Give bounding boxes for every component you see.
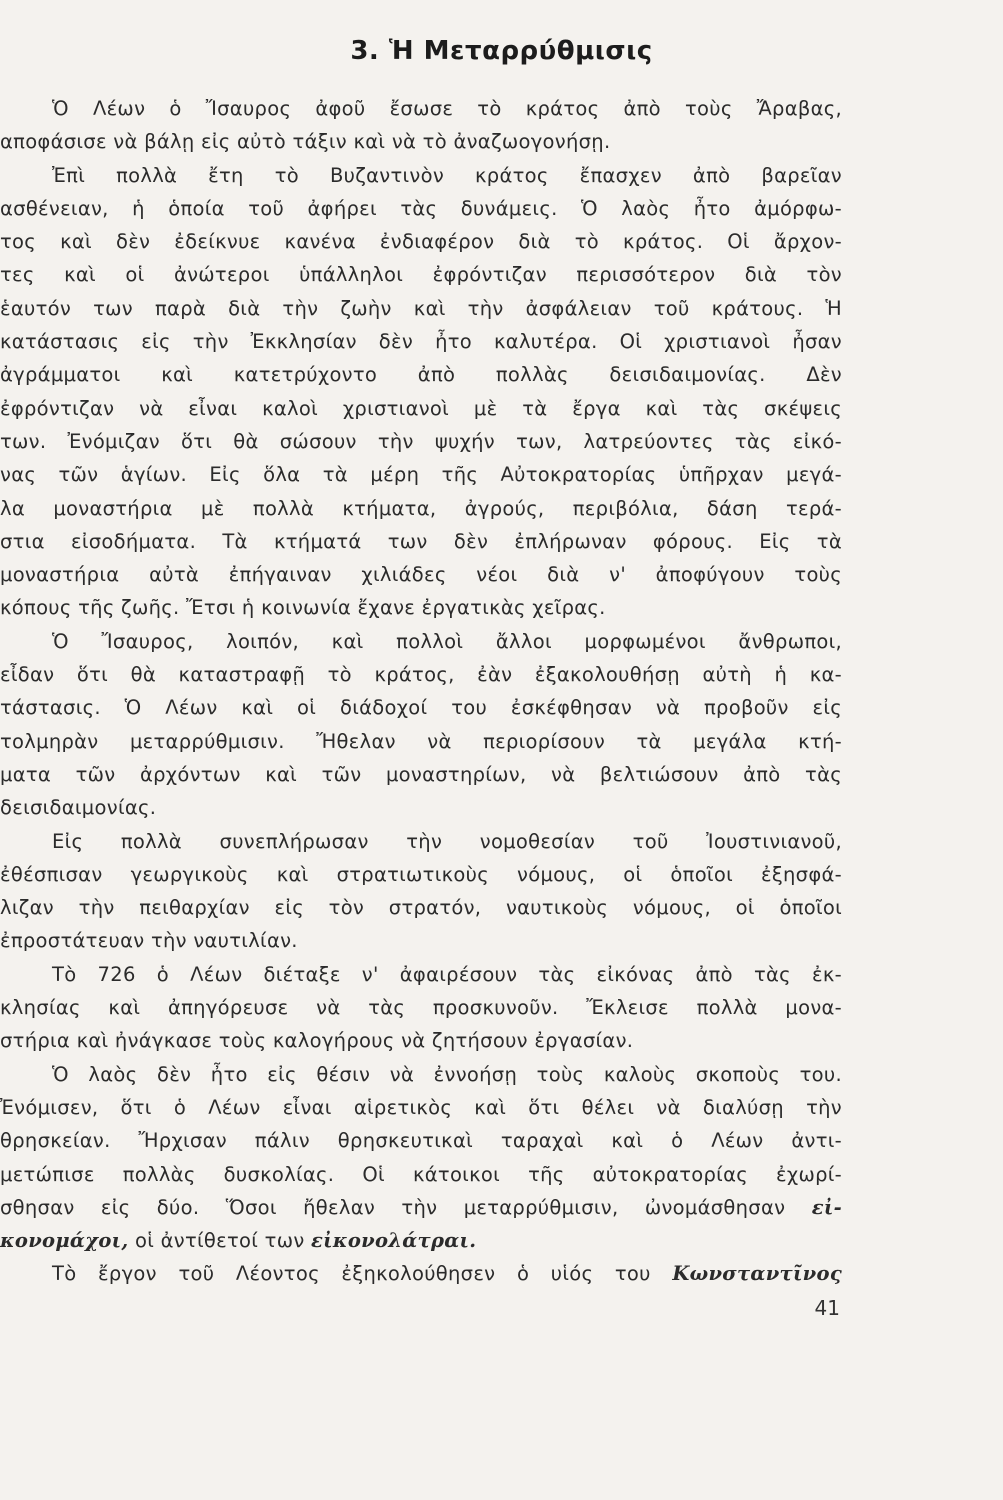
text-line <box>0 558 842 591</box>
text-line <box>0 258 842 291</box>
line-text: ματα τῶν ἀρχόντων καὶ τῶν μοναστηρίων, νὰ βελτιώσουν ἀπὸ τὰς <box>0 762 842 786</box>
text-line <box>0 725 842 758</box>
line-text: δεισιδαιμονίας. <box>0 796 157 820</box>
line-text: ἐφρόντιζαν νὰ εἶναι καλοὶ χριστιανοὶ μὲ τὰ ἔργα καὶ τὰς σκέψεις <box>0 396 842 420</box>
line-text: αποφάσισε νὰ βάλῃ εἰς αὐτὸ τάξιν καὶ νὰ τὸ ἀναζωογονήσῃ. <box>0 130 611 154</box>
line-text: νας τῶν ἁγίων. Εἰς ὅλα τὰ μέρη τῆς Αὐτοκρατορίας ὑπῆρχαν μεγά- <box>0 463 842 487</box>
text-line <box>0 225 842 258</box>
text-line <box>0 924 842 957</box>
text-line <box>0 658 842 691</box>
text-line <box>0 958 842 991</box>
text-line <box>0 92 842 125</box>
text-line <box>0 891 842 924</box>
line-text: κόπους τῆς ζωῆς. Ἔτσι ἡ κοινωνία ἔχανε ἐργατικὰς χεῖρας. <box>0 596 606 620</box>
line-text: τάστασις. Ὁ Λέων καὶ οἱ διάδοχοί του ἐσκέφθησαν νὰ προβοῦν εἰς <box>0 696 842 720</box>
text-line <box>0 858 842 891</box>
text-line <box>0 392 842 425</box>
section-heading: 3. Ἡ Μεταρρύθμισις <box>350 36 653 66</box>
text-line <box>0 192 842 225</box>
text-line <box>0 758 842 791</box>
line-text: των. Ἐνόμιζαν ὅτι θὰ σώσουν τὴν ψυχήν των, λατρεύοντες τὰς εἰκό- <box>0 429 842 453</box>
text-line <box>0 1024 842 1057</box>
line-text: Ἐπὶ πολλὰ ἔτη τὸ Βυζαντινὸν κράτος ἔπασχεν ἀπὸ βαρεῖαν <box>52 163 842 187</box>
emphasized-term: κονομάχοι, <box>0 1229 129 1253</box>
body-text <box>0 92 842 1291</box>
line-text: τολμηρὰν μεταρρύθμισιν. Ἤθελαν νὰ περιορίσουν τὰ μεγάλα κτή- <box>0 729 842 753</box>
line-text: ἐπροστάτευαν τὴν ναυτιλίαν. <box>0 929 298 953</box>
line-text: ἀγράμματοι καὶ κατετρύχοντο ἀπὸ πολλὰς δεισιδαιμονίας. Δὲν <box>0 363 842 387</box>
line-text: κατάστασις εἰς τὴν Ἐκκλησίαν δὲν ἦτο καλυτέρα. Οἱ χριστιανοὶ ἦσαν <box>0 330 842 354</box>
text-line <box>0 825 842 858</box>
emphasized-term: εἰκονολάτραι. <box>311 1229 477 1253</box>
text-line <box>0 1091 842 1124</box>
line-text: τες καὶ οἱ ἀνώτεροι ὑπάλληλοι ἐφρόντιζαν περισσότερον διὰ τὸν <box>0 263 842 287</box>
line-text: λα μοναστήρια μὲ πολλὰ κτήματα, ἀγρούς, περιβόλια, δάση τερά- <box>0 496 842 520</box>
line-text: Τὸ 726 ὁ Λέων διέταξε ν' ἀφαιρέσουν τὰς εἰκόνας ἀπὸ τὰς ἐκ- <box>52 962 842 986</box>
text-line <box>0 691 842 724</box>
line-text: Τὸ ἔργον τοῦ Λέοντος ἐξηκολούθησεν ὁ υἱός του <box>52 1262 651 1286</box>
line-text: Εἰς πολλὰ συνεπλήρωσαν τὴν νομοθεσίαν τοῦ Ἰουστινιανοῦ, <box>52 829 842 853</box>
text-line <box>0 292 842 325</box>
line-text: ἑαυτόν των παρὰ διὰ τὴν ζωὴν καὶ τὴν ἀσφάλειαν τοῦ κράτους. Ἡ <box>0 296 842 320</box>
text-line <box>0 1191 842 1224</box>
line-text: ἐθέσπισαν γεωργικοὺς καὶ στρατιωτικοὺς νόμους, οἱ ὁποῖοι ἐξησφά- <box>0 862 842 886</box>
text-line <box>0 991 842 1024</box>
line-text: Ὁ λαὸς δὲν ἦτο εἰς θέσιν νὰ ἐννοήσῃ τοὺς καλοὺς σκοποὺς του. <box>52 1062 842 1086</box>
text-line <box>0 625 842 658</box>
text-line <box>0 1158 842 1191</box>
text-line <box>0 492 842 525</box>
line-text: στια εἰσοδήματα. Τὰ κτήματά των δὲν ἐπλήρωναν φόρους. Εἰς τὰ <box>0 529 842 553</box>
text-line <box>0 591 842 624</box>
line-text: Ὁ Λέων ὁ Ἴσαυρος ἀφοῦ ἔσωσε τὸ κράτος ἀπὸ τοὺς Ἄραβας, <box>52 97 842 120</box>
line-text: Ἐνόμισεν, ὅτι ὁ Λέων εἶναι αἱρετικὸς καὶ ὅτι θέλει νὰ διαλύσῃ τὴν <box>0 1095 842 1119</box>
text-line <box>0 1058 842 1091</box>
text-line <box>0 791 842 824</box>
line-text: εἶδαν ὅτι θὰ καταστραφῇ τὸ κράτος, ἐὰν ἐξακολουθήσῃ αὐτὴ ἡ κα- <box>0 663 842 687</box>
text-line <box>0 125 842 158</box>
line-text: σθησαν εἰς δύο. Ὅσοι ἤθελαν τὴν μεταρρύθμισιν, ὠνομάσθησαν <box>0 1195 786 1219</box>
text-line <box>0 458 842 491</box>
line-text: ασθένειαν, ἡ ὁποία τοῦ ἀφήρει τὰς δυνάμεις. Ὁ λαὸς ἦτο ἀμόρφω- <box>0 196 842 220</box>
text-line <box>0 325 842 358</box>
line-text: θρησκείαν. Ἤρχισαν πάλιν θρησκευτικαὶ ταραχαὶ καὶ ὁ Λέων ἀντι- <box>0 1129 842 1153</box>
text-line <box>0 358 842 391</box>
line-text: μοναστήρια αὐτὰ ἐπήγαιναν χιλιάδες νέοι διὰ ν' ἀποφύγουν τοὺς <box>0 563 842 587</box>
line-text: τος καὶ δὲν ἐδείκνυε κανένα ἐνδιαφέρον διὰ τὸ κράτος. Οἱ ἄρχον- <box>0 230 842 254</box>
text-line <box>0 425 842 458</box>
line-text: Ὁ Ἴσαυρος, λοιπόν, καὶ πολλοὶ ἄλλοι μορφωμένοι ἄνθρωποι, <box>52 629 842 653</box>
text-line <box>0 1224 842 1257</box>
text-line <box>0 525 842 558</box>
line-text: κλησίας καὶ ἀπηγόρευσε νὰ τὰς προσκυνοῦν. Ἔκλεισε πολλὰ μονα- <box>0 996 842 1020</box>
line-text: λιζαν τὴν πειθαρχίαν εἰς τὸν στρατόν, ναυτικοὺς νόμους, οἱ ὁποῖοι <box>0 896 842 920</box>
emphasized-term: Κωνσταντῖνος <box>672 1262 842 1286</box>
line-text: μετώπισε πολλὰς δυσκολίας. Οἱ κάτοικοι τῆς αὐτοκρατορίας ἐχωρί- <box>0 1162 842 1186</box>
text-line <box>0 1257 842 1290</box>
page-number: 41 <box>814 1296 840 1320</box>
line-text: οἱ ἀντίθετοί των <box>128 1229 312 1253</box>
emphasized-term: εἰ- <box>811 1195 842 1219</box>
text-line <box>0 1124 842 1157</box>
text-line <box>0 159 842 192</box>
line-text: στήρια καὶ ἠνάγκασε τοὺς καλογήρους νὰ ζητήσουν ἐργασίαν. <box>0 1029 634 1053</box>
